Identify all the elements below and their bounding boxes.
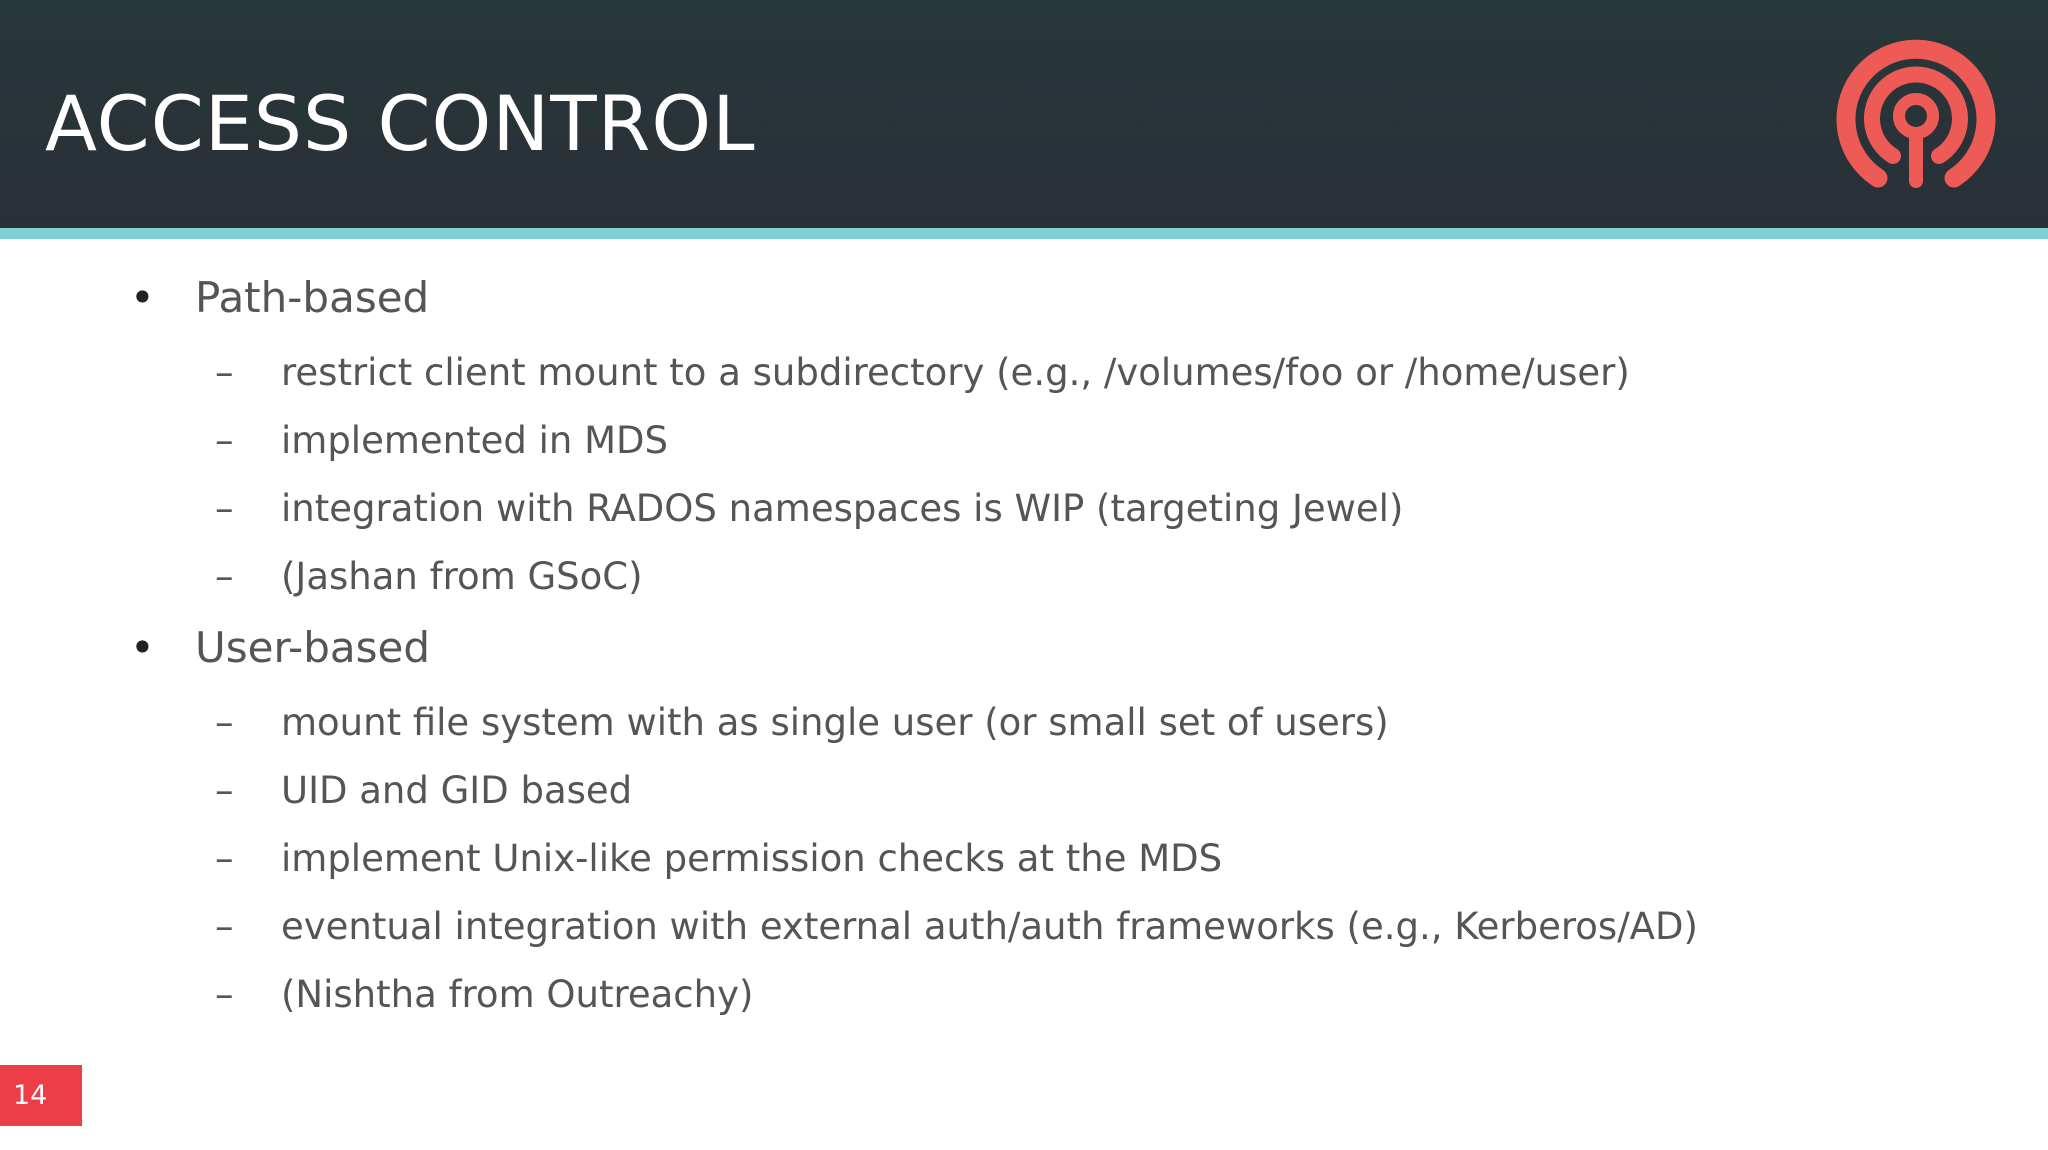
sub-bullet-text: UID and GID based	[281, 769, 633, 812]
sub-bullet-text: (Jashan from GSoC)	[281, 555, 643, 598]
dash-marker: –	[215, 487, 234, 530]
dash-marker: –	[215, 905, 234, 948]
bullet-marker: •	[130, 623, 155, 672]
dash-marker: –	[215, 351, 234, 394]
sub-bullet-text: integration with RADOS namespaces is WIP (targeting Jewel)	[281, 487, 1404, 530]
sub-bullet-text: implemented in MDS	[281, 419, 669, 462]
bullet-marker: •	[130, 273, 155, 322]
bullet-label: User-based	[195, 623, 430, 672]
dash-marker: –	[215, 973, 234, 1016]
sub-bullet-text: implement Unix-like permission checks at the MDS	[281, 837, 1223, 880]
sub-bullet-text: restrict client mount to a subdirectory (e.g., /volumes/foo or /home/user)	[281, 351, 1630, 394]
sub-bullet-text: mount file system with as single user (or small set of users)	[281, 701, 1389, 744]
dash-marker: –	[215, 837, 234, 880]
dash-marker: –	[215, 555, 234, 598]
dash-marker: –	[215, 419, 234, 462]
slide-title: ACCESS CONTROL	[45, 79, 756, 168]
dash-marker: –	[215, 701, 234, 744]
bullet-label: Path-based	[195, 273, 430, 322]
sub-bullet-text: eventual integration with external auth/auth frameworks (e.g., Kerberos/AD)	[281, 905, 1698, 948]
sub-bullet-text: (Nishtha from Outreachy)	[281, 973, 754, 1016]
page-number-badge: 14	[0, 1065, 82, 1126]
dash-marker: –	[215, 769, 234, 812]
